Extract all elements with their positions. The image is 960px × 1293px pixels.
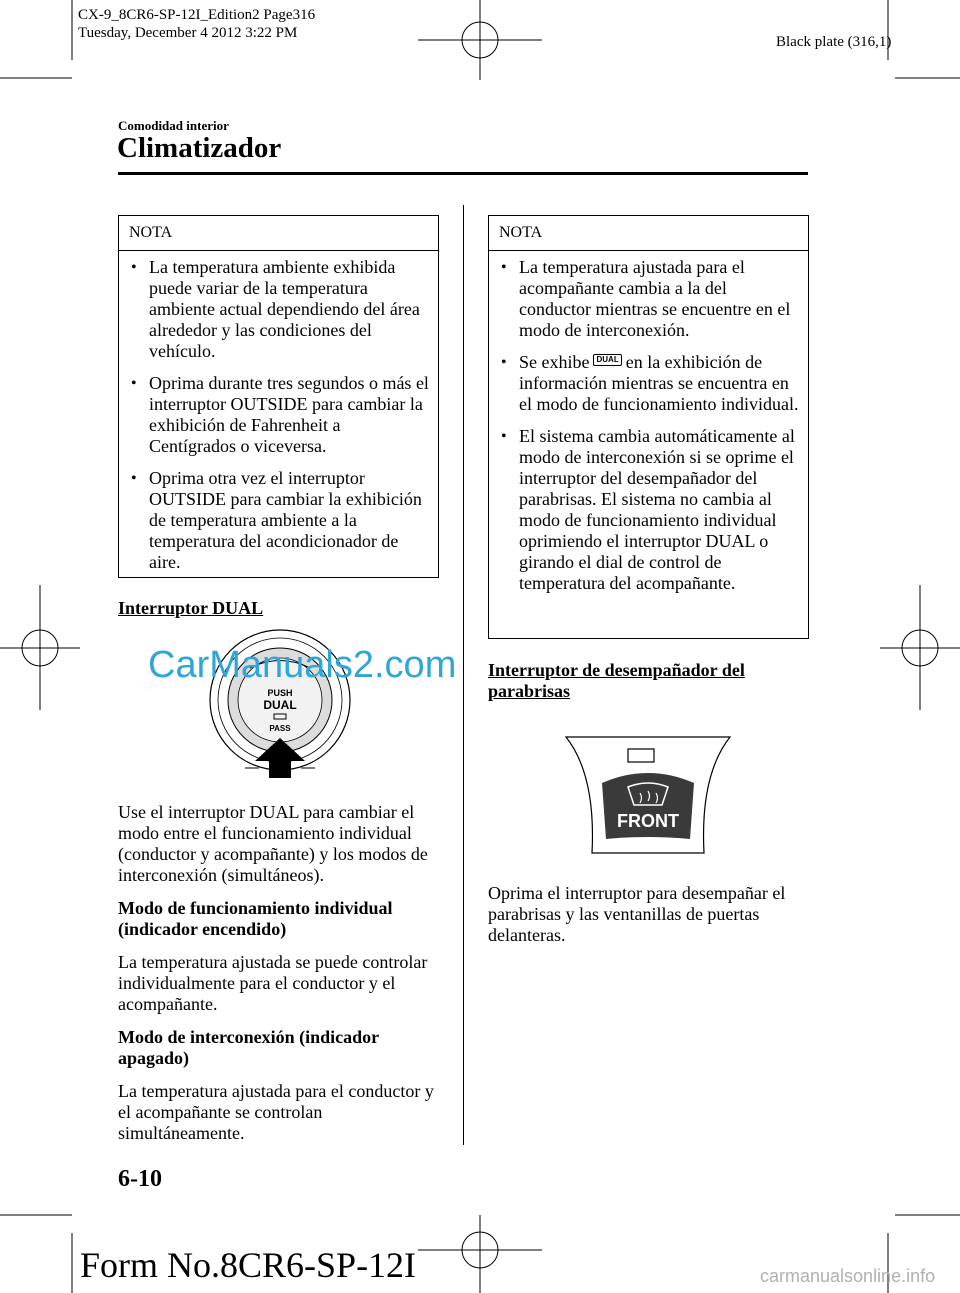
front-label: FRONT [617,811,679,831]
defroster-switch-illustration [558,735,738,860]
right-body [488,883,813,946]
form-number: Form No.8CR6-SP-12I [80,1245,417,1285]
page-number: 6-10 [118,1166,162,1192]
defrost-description: Oprima el interruptor para desempañar el parabrisas y las ventanillas de puertas delanteras. [488,883,786,945]
interconnect-mode-heading: Modo de interconexión (indicador apagado) [118,1027,379,1068]
note-item [489,352,800,415]
interconnect-mode-text: La temperatura ajustada para el conductor y el acompañante se controlan simultáneamente. [118,1081,434,1143]
pass-label: PASS [269,724,291,733]
individual-mode-heading: Modo de funcionamiento individual (indicador encendido) [118,898,393,939]
note-item: • El sistema cambia automáticamente al modo de interconexión si se oprime el interruptor del desempañador del parabrisas. El sistema no cambia al modo de funcionamiento individual oprimiendo el interruptor DUAL o girando el dial de control de temperatura del acompañante. [489,426,800,594]
watermark-bottom: carmanualsonline.info [760,1266,936,1286]
left-body [118,802,443,1144]
individual-mode-text: La temperatura ajustada se puede controlar individualmente para el conductor y el acompañante. [118,952,428,1014]
dual-description: Use el interruptor DUAL para cambiar el modo entre el funcionamiento individual (conductor y acompañante) y los modos de interconexión (simultáneos). [118,802,428,885]
plate-label: Black plate (316,1) [776,34,892,50]
watermark-top: CarManuals2.com [148,644,457,686]
column-divider [463,205,464,1145]
note-text: Se exhibe [519,352,590,372]
note-box-right [488,215,809,639]
date-line: Tuesday, December 4 2012 3:22 PM [78,25,298,41]
note-item: • Oprima durante tres segundos o más el interruptor OUTSIDE para cambiar la exhibición de Fahrenheit a Centígrados o viceversa. [119,373,430,457]
push-label: PUSH [267,688,293,698]
note-box-left [118,215,439,578]
note-list [489,251,808,594]
note-text: en la exhibición de información mientras se encuentra en el modo de funcionamiento individual. [519,352,799,414]
dual-switch-heading: Interruptor DUAL [118,598,264,618]
defrost-switch-heading: Interruptor de desempañador del parabrisas [488,660,745,701]
file-line: CX-9_8CR6-SP-12I_Edition2 Page316 [78,7,316,23]
section-label: Comodidad interior [118,118,229,133]
note-heading: NOTA [499,224,543,241]
page-title: Climatizador [117,132,282,164]
note-item: • La temperatura ajustada para el acompañante cambia a la del conductor mientras se encuentre en el modo de interconexión. [489,257,800,341]
note-item: • La temperatura ambiente exhibida puede variar de la temperatura ambiente actual dependiendo del área alrededor y las condiciones del vehículo. [119,257,430,362]
title-rule [118,172,808,175]
note-list [119,251,438,573]
print-header-file [78,6,315,42]
note-item: • Oprima otra vez el interruptor OUTSIDE para cambiar la exhibición de temperatura ambiente a la temperatura del acondicionador de aire. [119,468,430,573]
note-heading: NOTA [129,224,173,241]
dual-label: DUAL [263,698,297,712]
dual-indicator-icon: DUAL [593,354,621,366]
